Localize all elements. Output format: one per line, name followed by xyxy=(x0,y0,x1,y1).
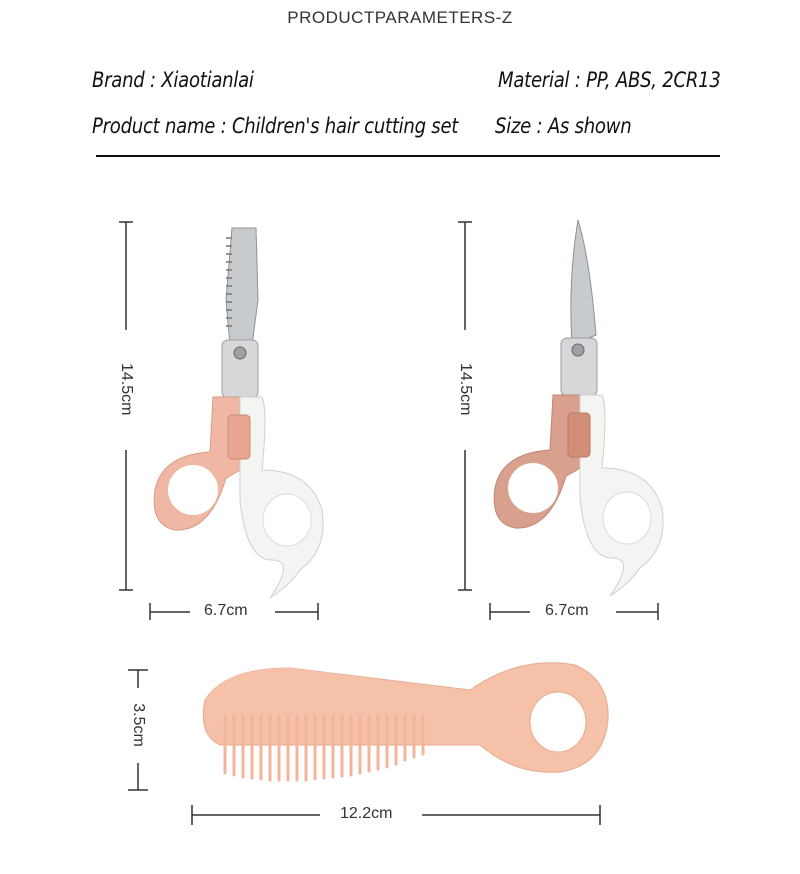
brand-text: Brand : Xiaotianlai xyxy=(92,68,254,92)
left-scissors-width-label: 6.7cm xyxy=(204,602,248,619)
page-title: PRODUCTPARAMETERS-Z xyxy=(287,8,513,27)
right-scissors-width-label: 6.7cm xyxy=(545,602,589,619)
size-text: Size : As shown xyxy=(495,114,632,138)
comb-height-label: 3.5cm xyxy=(130,703,147,747)
product-name-text: Product name : Children's hair cutting set xyxy=(92,114,459,138)
material-text: Material : PP, ABS, 2CR13 xyxy=(498,68,721,92)
comb-width-label: 12.2cm xyxy=(340,805,393,822)
right-scissors-height-label: 14.5cm xyxy=(457,363,474,416)
left-scissors-height-label: 14.5cm xyxy=(118,363,135,416)
comb-image xyxy=(203,663,608,780)
straight-scissors-image xyxy=(494,220,663,596)
thinning-scissors-image xyxy=(154,228,323,598)
